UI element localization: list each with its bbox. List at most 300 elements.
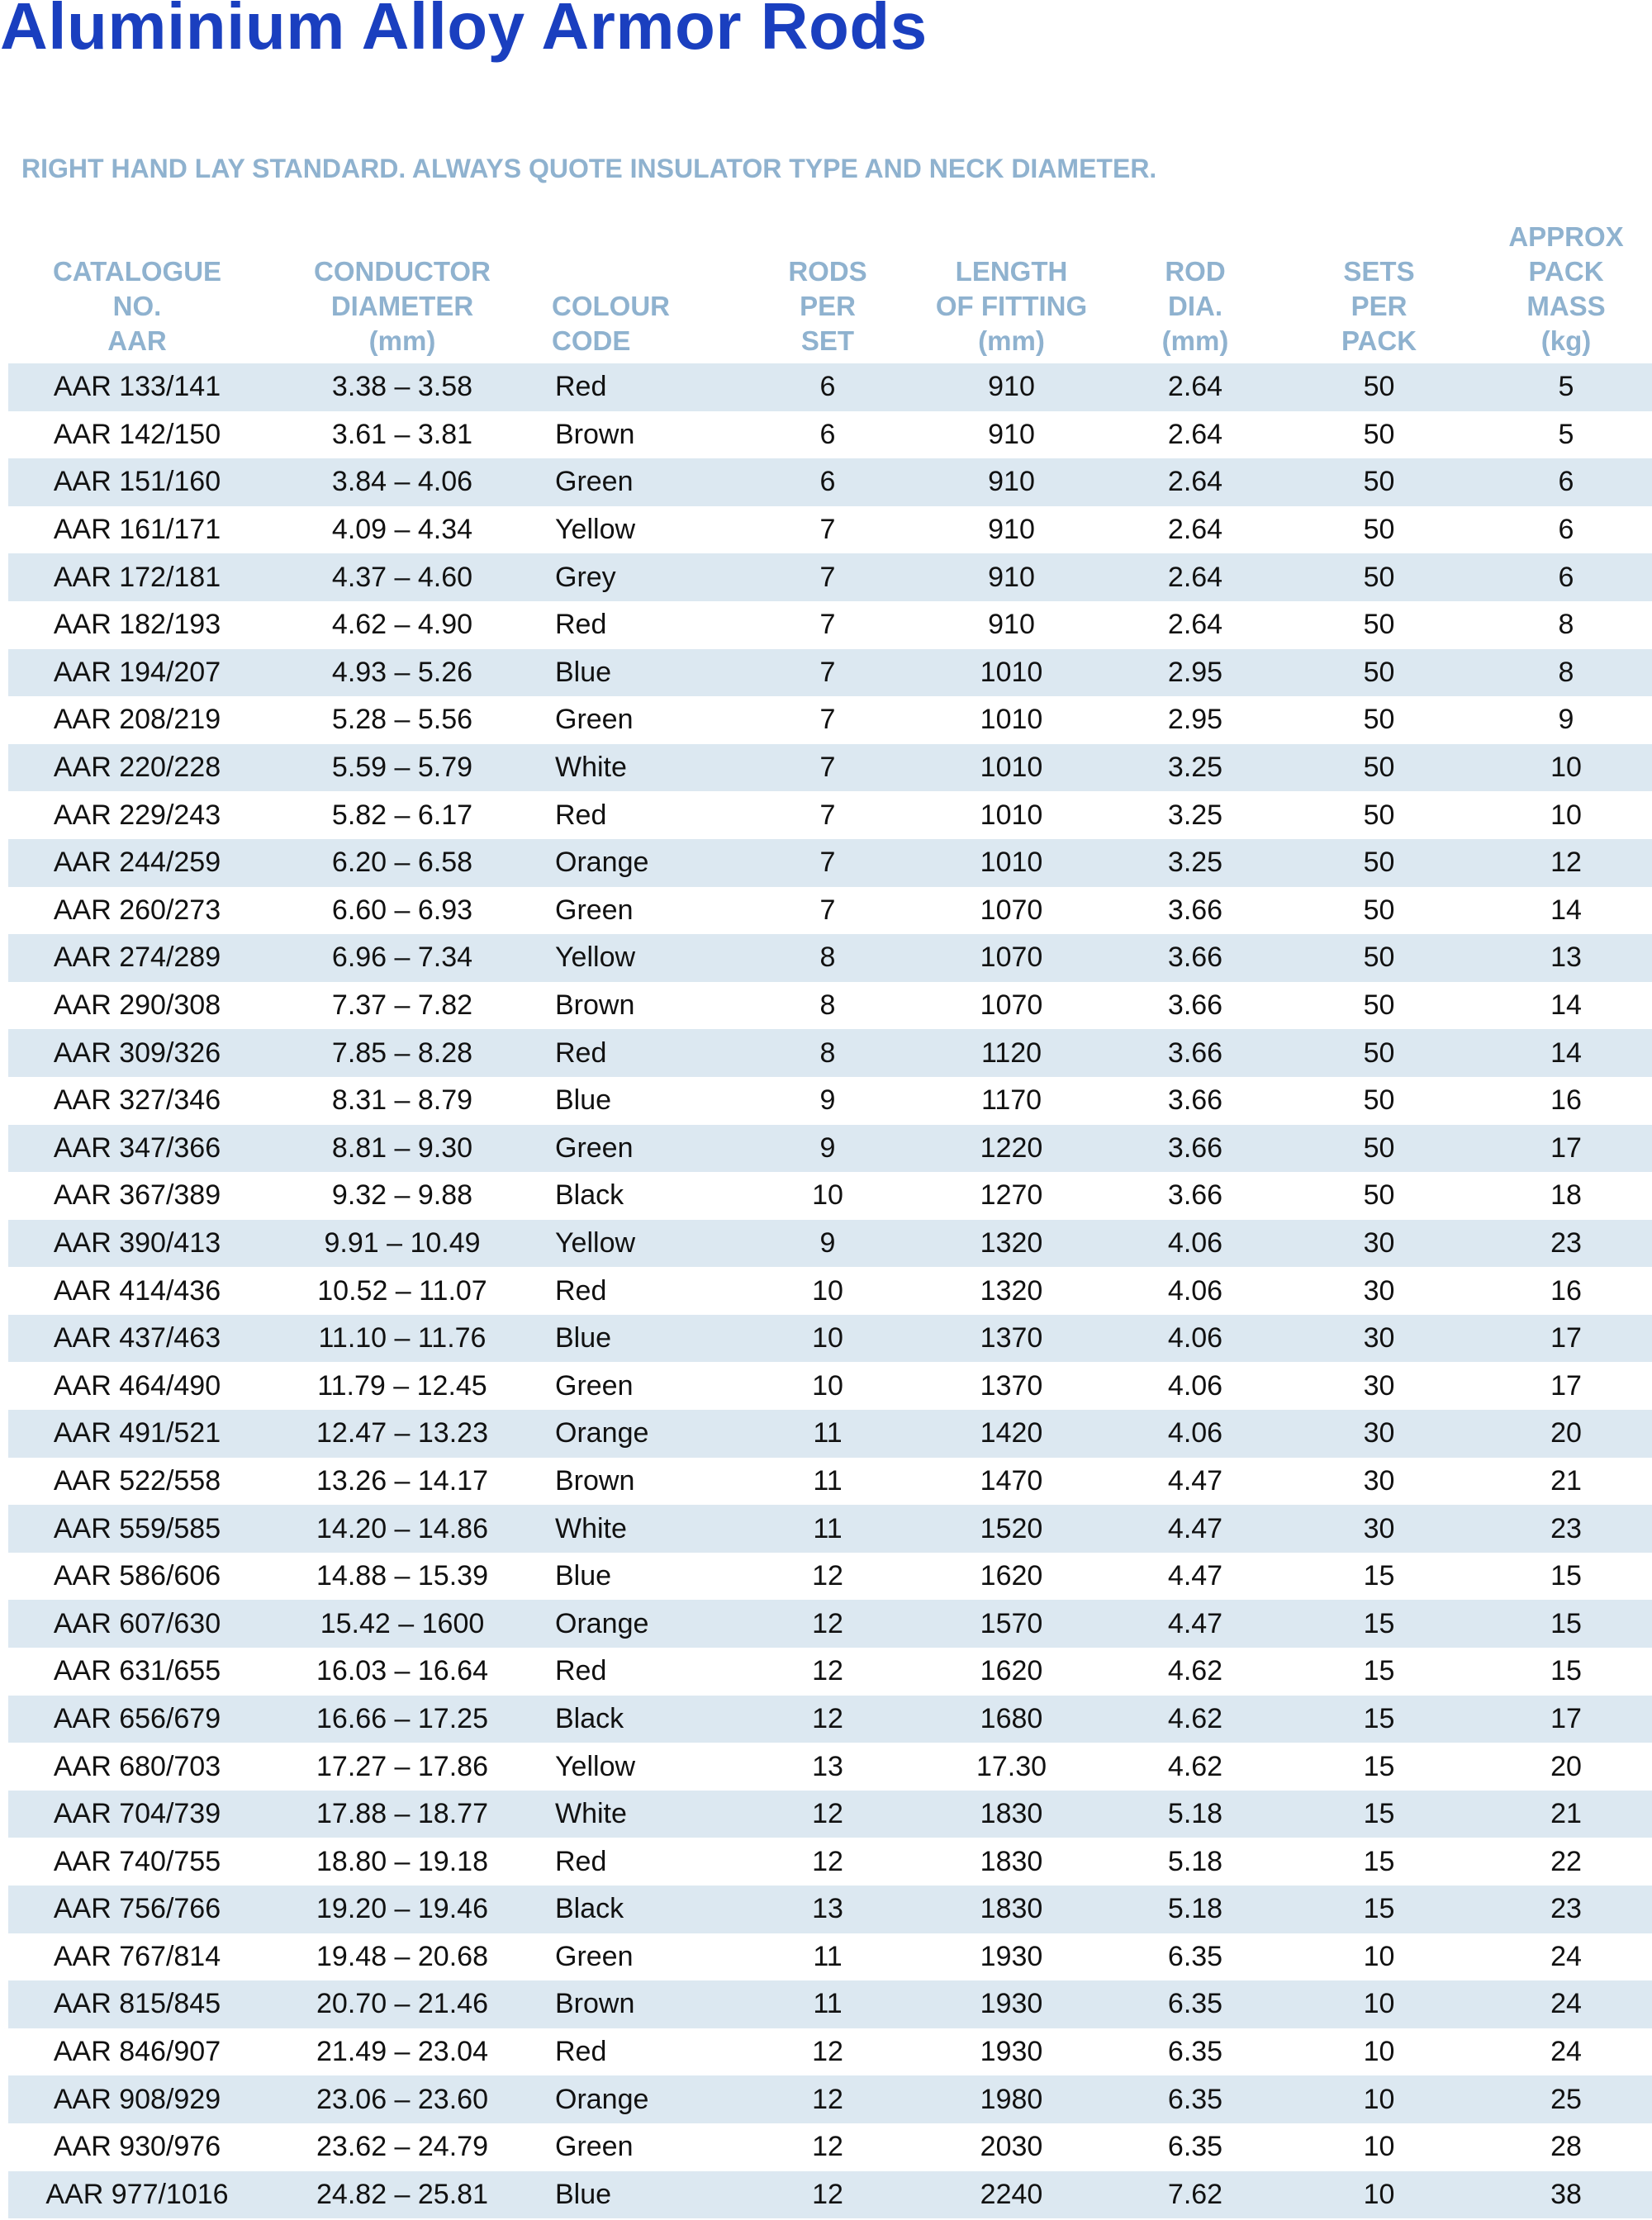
- cell-conductor-diameter: 13.26 – 14.17: [266, 1458, 539, 1506]
- cell-rods-per-set: 7: [745, 791, 910, 839]
- cell-length-of-fitting: 910: [910, 601, 1113, 649]
- cell-conductor-diameter: 11.10 – 11.76: [266, 1315, 539, 1363]
- table-body: [8, 363, 1652, 2218]
- cell-catalogue-no: AAR 559/585: [8, 1505, 266, 1553]
- cell-length-of-fitting: 1010: [910, 839, 1113, 887]
- header-conductor-diameter: [266, 213, 539, 363]
- cell-conductor-diameter: 4.93 – 5.26: [266, 649, 539, 697]
- page-title: Aluminium Alloy Armor Rods: [0, 0, 928, 63]
- cell-conductor-diameter: 5.82 – 6.17: [266, 791, 539, 839]
- cell-approx-pack-mass: 38: [1480, 2171, 1652, 2219]
- cell-length-of-fitting: 910: [910, 458, 1113, 506]
- cell-approx-pack-mass: 15: [1480, 1600, 1652, 1648]
- cell-approx-pack-mass: 23: [1480, 1886, 1652, 1933]
- cell-sets-per-pack: 50: [1278, 1029, 1480, 1077]
- cell-colour-code: Red: [539, 1838, 745, 1886]
- page-subtitle: RIGHT HAND LAY STANDARD. ALWAYS QUOTE INSULATOR TYPE AND NECK DIAMETER.: [21, 154, 1157, 183]
- cell-conductor-diameter: 6.96 – 7.34: [266, 934, 539, 982]
- cell-approx-pack-mass: 15: [1480, 1553, 1652, 1601]
- cell-colour-code: Black: [539, 1696, 745, 1743]
- cell-conductor-diameter: 7.37 – 7.82: [266, 982, 539, 1030]
- cell-length-of-fitting: 1070: [910, 982, 1113, 1030]
- cell-rods-per-set: 9: [745, 1077, 910, 1125]
- table-row: [8, 1362, 1652, 1410]
- header-line: CONDUCTOR: [314, 256, 491, 287]
- header-length-of-fitting: [910, 213, 1113, 363]
- cell-conductor-diameter: 17.27 – 17.86: [266, 1743, 539, 1791]
- table-row: [8, 458, 1652, 506]
- cell-colour-code: Red: [539, 1267, 745, 1315]
- cell-colour-code: Orange: [539, 2075, 745, 2123]
- cell-conductor-diameter: 3.61 – 3.81: [266, 411, 539, 459]
- header-line: CODE: [552, 325, 631, 356]
- cell-sets-per-pack: 15: [1278, 1648, 1480, 1696]
- cell-approx-pack-mass: 5: [1480, 363, 1652, 411]
- cell-catalogue-no: AAR 161/171: [8, 506, 266, 554]
- header-line: (mm): [978, 325, 1045, 356]
- cell-sets-per-pack: 50: [1278, 744, 1480, 792]
- cell-colour-code: Black: [539, 1172, 745, 1220]
- cell-colour-code: Red: [539, 1029, 745, 1077]
- cell-conductor-diameter: 11.79 – 12.45: [266, 1362, 539, 1410]
- cell-rods-per-set: 12: [745, 1648, 910, 1696]
- table-row: [8, 1410, 1652, 1458]
- cell-colour-code: Brown: [539, 1980, 745, 2028]
- cell-approx-pack-mass: 13: [1480, 934, 1652, 982]
- header-approx-pack-mass: [1480, 213, 1652, 363]
- cell-colour-code: Green: [539, 1362, 745, 1410]
- header-line: DIA.: [1168, 291, 1222, 321]
- cell-conductor-diameter: 4.62 – 4.90: [266, 601, 539, 649]
- cell-length-of-fitting: 1070: [910, 887, 1113, 935]
- cell-rods-per-set: 11: [745, 1980, 910, 2028]
- cell-approx-pack-mass: 24: [1480, 1980, 1652, 2028]
- table-row: [8, 696, 1652, 744]
- cell-rods-per-set: 11: [745, 1410, 910, 1458]
- cell-sets-per-pack: 10: [1278, 1980, 1480, 2028]
- cell-sets-per-pack: 50: [1278, 1172, 1480, 1220]
- cell-sets-per-pack: 50: [1278, 553, 1480, 601]
- cell-rods-per-set: 11: [745, 1505, 910, 1553]
- cell-colour-code: Black: [539, 1886, 745, 1933]
- header-line: (kg): [1540, 325, 1592, 356]
- cell-colour-code: White: [539, 1505, 745, 1553]
- cell-approx-pack-mass: 15: [1480, 1648, 1652, 1696]
- cell-catalogue-no: AAR 220/228: [8, 744, 266, 792]
- cell-conductor-diameter: 21.49 – 23.04: [266, 2028, 539, 2076]
- cell-colour-code: Brown: [539, 1458, 745, 1506]
- cell-rods-per-set: 7: [745, 839, 910, 887]
- cell-approx-pack-mass: 17: [1480, 1315, 1652, 1363]
- cell-rod-dia: 5.18: [1113, 1791, 1278, 1838]
- cell-approx-pack-mass: 12: [1480, 839, 1652, 887]
- cell-length-of-fitting: 1620: [910, 1553, 1113, 1601]
- cell-catalogue-no: AAR 656/679: [8, 1696, 266, 1743]
- cell-rods-per-set: 8: [745, 982, 910, 1030]
- table-row: [8, 649, 1652, 697]
- armor-rods-table-container: [8, 213, 1652, 2218]
- cell-approx-pack-mass: 14: [1480, 982, 1652, 1030]
- cell-rod-dia: 3.25: [1113, 791, 1278, 839]
- cell-rods-per-set: 12: [745, 1791, 910, 1838]
- cell-catalogue-no: AAR 977/1016: [8, 2171, 266, 2219]
- cell-catalogue-no: AAR 290/308: [8, 982, 266, 1030]
- cell-approx-pack-mass: 14: [1480, 1029, 1652, 1077]
- header-line: PACK: [1528, 256, 1604, 287]
- header-line: (mm): [1161, 325, 1229, 356]
- cell-length-of-fitting: 1520: [910, 1505, 1113, 1553]
- cell-approx-pack-mass: 10: [1480, 744, 1652, 792]
- header-line: PER: [800, 291, 856, 321]
- cell-rods-per-set: 6: [745, 411, 910, 459]
- cell-rod-dia: 4.06: [1113, 1267, 1278, 1315]
- cell-catalogue-no: AAR 464/490: [8, 1362, 266, 1410]
- cell-sets-per-pack: 10: [1278, 2075, 1480, 2123]
- cell-catalogue-no: AAR 260/273: [8, 887, 266, 935]
- cell-approx-pack-mass: 9: [1480, 696, 1652, 744]
- table-row: [8, 839, 1652, 887]
- header-line: PACK: [1341, 325, 1417, 356]
- cell-colour-code: Orange: [539, 1600, 745, 1648]
- table-row: [8, 601, 1652, 649]
- cell-rod-dia: 4.06: [1113, 1362, 1278, 1410]
- cell-colour-code: Orange: [539, 1410, 745, 1458]
- cell-catalogue-no: AAR 740/755: [8, 1838, 266, 1886]
- cell-conductor-diameter: 14.88 – 15.39: [266, 1553, 539, 1601]
- cell-length-of-fitting: 1320: [910, 1267, 1113, 1315]
- cell-rods-per-set: 7: [745, 506, 910, 554]
- cell-rod-dia: 6.35: [1113, 1980, 1278, 2028]
- cell-sets-per-pack: 50: [1278, 934, 1480, 982]
- cell-catalogue-no: AAR 846/907: [8, 2028, 266, 2076]
- cell-colour-code: Grey: [539, 553, 745, 601]
- table-row: [8, 1600, 1652, 1648]
- cell-conductor-diameter: 5.59 – 5.79: [266, 744, 539, 792]
- header-line: SETS: [1343, 256, 1415, 287]
- cell-catalogue-no: AAR 274/289: [8, 934, 266, 982]
- table-row: [8, 1505, 1652, 1553]
- cell-rod-dia: 2.95: [1113, 649, 1278, 697]
- cell-colour-code: Blue: [539, 1553, 745, 1601]
- cell-sets-per-pack: 30: [1278, 1315, 1480, 1363]
- cell-rod-dia: 3.66: [1113, 1125, 1278, 1173]
- cell-colour-code: Red: [539, 363, 745, 411]
- cell-length-of-fitting: 1010: [910, 649, 1113, 697]
- cell-sets-per-pack: 30: [1278, 1362, 1480, 1410]
- cell-approx-pack-mass: 16: [1480, 1267, 1652, 1315]
- cell-conductor-diameter: 4.09 – 4.34: [266, 506, 539, 554]
- cell-conductor-diameter: 14.20 – 14.86: [266, 1505, 539, 1553]
- table-header-row: [8, 213, 1652, 363]
- cell-conductor-diameter: 19.20 – 19.46: [266, 1886, 539, 1933]
- cell-sets-per-pack: 15: [1278, 1553, 1480, 1601]
- cell-sets-per-pack: 15: [1278, 1600, 1480, 1648]
- cell-sets-per-pack: 50: [1278, 791, 1480, 839]
- cell-catalogue-no: AAR 767/814: [8, 1933, 266, 1981]
- cell-conductor-diameter: 3.84 – 4.06: [266, 458, 539, 506]
- cell-sets-per-pack: 50: [1278, 696, 1480, 744]
- cell-length-of-fitting: 1070: [910, 934, 1113, 982]
- cell-rods-per-set: 6: [745, 363, 910, 411]
- header-catalogue-no: [8, 213, 266, 363]
- cell-rod-dia: 6.35: [1113, 2123, 1278, 2171]
- cell-conductor-diameter: 7.85 – 8.28: [266, 1029, 539, 1077]
- cell-colour-code: Brown: [539, 411, 745, 459]
- cell-colour-code: Green: [539, 1125, 745, 1173]
- cell-colour-code: Blue: [539, 1077, 745, 1125]
- cell-length-of-fitting: 1320: [910, 1220, 1113, 1268]
- cell-colour-code: Yellow: [539, 1220, 745, 1268]
- table-row: [8, 791, 1652, 839]
- cell-rods-per-set: 11: [745, 1458, 910, 1506]
- cell-catalogue-no: AAR 390/413: [8, 1220, 266, 1268]
- cell-length-of-fitting: 1830: [910, 1886, 1113, 1933]
- cell-length-of-fitting: 1120: [910, 1029, 1113, 1077]
- cell-approx-pack-mass: 17: [1480, 1696, 1652, 1743]
- cell-conductor-diameter: 9.32 – 9.88: [266, 1172, 539, 1220]
- cell-catalogue-no: AAR 347/366: [8, 1125, 266, 1173]
- cell-rod-dia: 6.35: [1113, 1933, 1278, 1981]
- cell-length-of-fitting: 1470: [910, 1458, 1113, 1506]
- cell-rod-dia: 4.47: [1113, 1458, 1278, 1506]
- cell-conductor-diameter: 19.48 – 20.68: [266, 1933, 539, 1981]
- cell-length-of-fitting: 1010: [910, 791, 1113, 839]
- cell-rods-per-set: 7: [745, 744, 910, 792]
- cell-rods-per-set: 8: [745, 1029, 910, 1077]
- cell-rod-dia: 2.64: [1113, 458, 1278, 506]
- cell-rod-dia: 4.06: [1113, 1410, 1278, 1458]
- cell-catalogue-no: AAR 208/219: [8, 696, 266, 744]
- header-line: NO.: [112, 291, 162, 321]
- cell-rods-per-set: 8: [745, 934, 910, 982]
- table-row: [8, 2123, 1652, 2171]
- cell-colour-code: Green: [539, 1933, 745, 1981]
- cell-rod-dia: 2.64: [1113, 601, 1278, 649]
- cell-rods-per-set: 9: [745, 1220, 910, 1268]
- cell-conductor-diameter: 5.28 – 5.56: [266, 696, 539, 744]
- cell-approx-pack-mass: 24: [1480, 1933, 1652, 1981]
- cell-approx-pack-mass: 28: [1480, 2123, 1652, 2171]
- cell-sets-per-pack: 30: [1278, 1267, 1480, 1315]
- cell-colour-code: Brown: [539, 982, 745, 1030]
- cell-rods-per-set: 6: [745, 458, 910, 506]
- cell-colour-code: White: [539, 744, 745, 792]
- cell-catalogue-no: AAR 229/243: [8, 791, 266, 839]
- cell-length-of-fitting: 2240: [910, 2171, 1113, 2219]
- cell-rods-per-set: 9: [745, 1125, 910, 1173]
- cell-colour-code: Red: [539, 2028, 745, 2076]
- table-row: [8, 1125, 1652, 1173]
- cell-sets-per-pack: 15: [1278, 1743, 1480, 1791]
- header-rod-dia: [1113, 213, 1278, 363]
- header-line: APPROX: [1508, 221, 1624, 252]
- cell-approx-pack-mass: 21: [1480, 1791, 1652, 1838]
- cell-length-of-fitting: 1220: [910, 1125, 1113, 1173]
- cell-catalogue-no: AAR 437/463: [8, 1315, 266, 1363]
- cell-colour-code: Red: [539, 601, 745, 649]
- table-row: [8, 1838, 1652, 1886]
- cell-rods-per-set: 12: [745, 2171, 910, 2219]
- cell-approx-pack-mass: 6: [1480, 553, 1652, 601]
- cell-rod-dia: 4.62: [1113, 1648, 1278, 1696]
- cell-approx-pack-mass: 14: [1480, 887, 1652, 935]
- header-line: PER: [1351, 291, 1408, 321]
- cell-colour-code: Green: [539, 887, 745, 935]
- cell-approx-pack-mass: 17: [1480, 1125, 1652, 1173]
- cell-colour-code: Green: [539, 2123, 745, 2171]
- header-line: CATALOGUE: [52, 256, 222, 287]
- table-row: [8, 553, 1652, 601]
- cell-rod-dia: 4.62: [1113, 1696, 1278, 1743]
- cell-length-of-fitting: 1370: [910, 1362, 1113, 1410]
- cell-colour-code: Red: [539, 791, 745, 839]
- cell-catalogue-no: AAR 631/655: [8, 1648, 266, 1696]
- cell-catalogue-no: AAR 586/606: [8, 1553, 266, 1601]
- cell-sets-per-pack: 10: [1278, 2028, 1480, 2076]
- cell-rod-dia: 5.18: [1113, 1886, 1278, 1933]
- cell-length-of-fitting: 1930: [910, 1933, 1113, 1981]
- table-row: [8, 1980, 1652, 2028]
- cell-colour-code: Yellow: [539, 1743, 745, 1791]
- cell-approx-pack-mass: 23: [1480, 1505, 1652, 1553]
- cell-conductor-diameter: 20.70 – 21.46: [266, 1980, 539, 2028]
- cell-rods-per-set: 12: [745, 2123, 910, 2171]
- table-row: [8, 1553, 1652, 1601]
- cell-catalogue-no: AAR 756/766: [8, 1886, 266, 1933]
- cell-length-of-fitting: 1930: [910, 2028, 1113, 2076]
- cell-length-of-fitting: 1930: [910, 1980, 1113, 2028]
- cell-length-of-fitting: 17.30: [910, 1743, 1113, 1791]
- cell-sets-per-pack: 15: [1278, 1791, 1480, 1838]
- cell-catalogue-no: AAR 680/703: [8, 1743, 266, 1791]
- cell-approx-pack-mass: 24: [1480, 2028, 1652, 2076]
- table-row: [8, 1172, 1652, 1220]
- cell-colour-code: Orange: [539, 839, 745, 887]
- cell-rods-per-set: 12: [745, 1838, 910, 1886]
- cell-length-of-fitting: 1010: [910, 696, 1113, 744]
- cell-sets-per-pack: 30: [1278, 1458, 1480, 1506]
- table-row: [8, 1458, 1652, 1506]
- cell-rods-per-set: 7: [745, 553, 910, 601]
- cell-length-of-fitting: 1170: [910, 1077, 1113, 1125]
- cell-length-of-fitting: 1270: [910, 1172, 1113, 1220]
- cell-sets-per-pack: 50: [1278, 649, 1480, 697]
- header-line: SET: [800, 325, 855, 356]
- table-row: [8, 1648, 1652, 1696]
- header-line: DIAMETER: [330, 291, 474, 321]
- cell-approx-pack-mass: 18: [1480, 1172, 1652, 1220]
- table-row: [8, 2075, 1652, 2123]
- cell-catalogue-no: AAR 172/181: [8, 553, 266, 601]
- cell-length-of-fitting: 1830: [910, 1791, 1113, 1838]
- cell-sets-per-pack: 50: [1278, 411, 1480, 459]
- header-line: OF FITTING: [935, 291, 1088, 321]
- table-row: [8, 934, 1652, 982]
- cell-rods-per-set: 13: [745, 1743, 910, 1791]
- cell-catalogue-no: AAR 522/558: [8, 1458, 266, 1506]
- table-row: [8, 1933, 1652, 1981]
- cell-rods-per-set: 7: [745, 649, 910, 697]
- cell-rods-per-set: 13: [745, 1886, 910, 1933]
- cell-conductor-diameter: 15.42 – 1600: [266, 1600, 539, 1648]
- cell-conductor-diameter: 10.52 – 11.07: [266, 1267, 539, 1315]
- cell-rod-dia: 6.35: [1113, 2075, 1278, 2123]
- cell-length-of-fitting: 1010: [910, 744, 1113, 792]
- table-row: [8, 1029, 1652, 1077]
- cell-rod-dia: 3.25: [1113, 744, 1278, 792]
- cell-colour-code: Blue: [539, 649, 745, 697]
- cell-conductor-diameter: 8.31 – 8.79: [266, 1077, 539, 1125]
- cell-conductor-diameter: 3.38 – 3.58: [266, 363, 539, 411]
- cell-approx-pack-mass: 17: [1480, 1362, 1652, 1410]
- cell-colour-code: Yellow: [539, 934, 745, 982]
- cell-rod-dia: 3.66: [1113, 934, 1278, 982]
- cell-catalogue-no: AAR 704/739: [8, 1791, 266, 1838]
- cell-rod-dia: 4.62: [1113, 1743, 1278, 1791]
- cell-sets-per-pack: 50: [1278, 363, 1480, 411]
- cell-conductor-diameter: 6.60 – 6.93: [266, 887, 539, 935]
- table-row: [8, 982, 1652, 1030]
- cell-length-of-fitting: 1620: [910, 1648, 1113, 1696]
- header-line: (mm): [368, 325, 436, 356]
- table-row: [8, 1791, 1652, 1838]
- cell-rod-dia: 4.06: [1113, 1315, 1278, 1363]
- cell-rods-per-set: 11: [745, 1933, 910, 1981]
- cell-colour-code: Red: [539, 1648, 745, 1696]
- table-row: [8, 1743, 1652, 1791]
- table-row: [8, 411, 1652, 459]
- cell-sets-per-pack: 15: [1278, 1838, 1480, 1886]
- cell-colour-code: Blue: [539, 1315, 745, 1363]
- cell-sets-per-pack: 50: [1278, 458, 1480, 506]
- cell-length-of-fitting: 910: [910, 411, 1113, 459]
- cell-length-of-fitting: 2030: [910, 2123, 1113, 2171]
- table-row: [8, 1267, 1652, 1315]
- cell-rod-dia: 2.64: [1113, 506, 1278, 554]
- cell-rod-dia: 3.66: [1113, 982, 1278, 1030]
- cell-catalogue-no: AAR 142/150: [8, 411, 266, 459]
- cell-length-of-fitting: 1420: [910, 1410, 1113, 1458]
- cell-colour-code: White: [539, 1791, 745, 1838]
- cell-catalogue-no: AAR 367/389: [8, 1172, 266, 1220]
- table-row: [8, 506, 1652, 554]
- cell-catalogue-no: AAR 491/521: [8, 1410, 266, 1458]
- cell-catalogue-no: AAR 908/929: [8, 2075, 266, 2123]
- cell-approx-pack-mass: 22: [1480, 1838, 1652, 1886]
- cell-rod-dia: 7.62: [1113, 2171, 1278, 2219]
- cell-rods-per-set: 10: [745, 1172, 910, 1220]
- cell-sets-per-pack: 50: [1278, 506, 1480, 554]
- cell-rod-dia: 3.25: [1113, 839, 1278, 887]
- cell-length-of-fitting: 1570: [910, 1600, 1113, 1648]
- cell-colour-code: Green: [539, 458, 745, 506]
- cell-catalogue-no: AAR 244/259: [8, 839, 266, 887]
- cell-approx-pack-mass: 16: [1480, 1077, 1652, 1125]
- cell-approx-pack-mass: 8: [1480, 649, 1652, 697]
- cell-rod-dia: 5.18: [1113, 1838, 1278, 1886]
- header-sets-per-pack: [1278, 213, 1480, 363]
- cell-colour-code: Blue: [539, 2171, 745, 2219]
- cell-approx-pack-mass: 25: [1480, 2075, 1652, 2123]
- header-line: AAR: [107, 325, 167, 356]
- cell-conductor-diameter: 18.80 – 19.18: [266, 1838, 539, 1886]
- cell-conductor-diameter: 9.91 – 10.49: [266, 1220, 539, 1268]
- cell-conductor-diameter: 23.62 – 24.79: [266, 2123, 539, 2171]
- table-row: [8, 1886, 1652, 1933]
- cell-conductor-diameter: 17.88 – 18.77: [266, 1791, 539, 1838]
- cell-catalogue-no: AAR 327/346: [8, 1077, 266, 1125]
- cell-approx-pack-mass: 20: [1480, 1743, 1652, 1791]
